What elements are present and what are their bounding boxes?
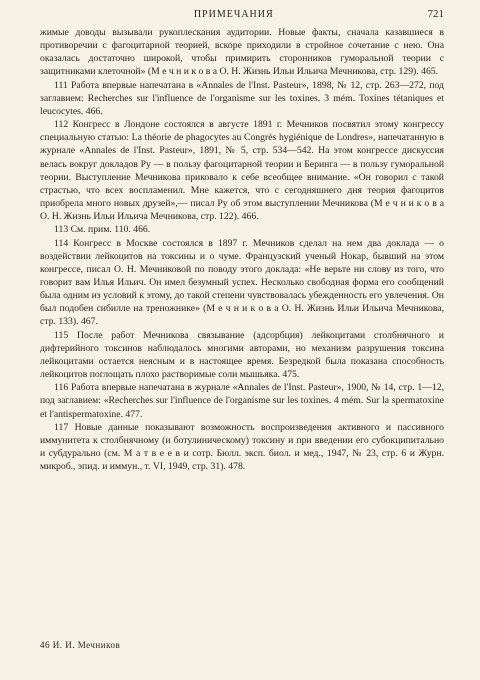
continued-paragraph: жимые доводы вызывали рукоплескания аудитории. Новые факты, сначала казавшиеся в противоречии с фагоцитарной теорией, вскоре приходили в стройное сочетание с нею. Она оказалась достаточно широкой, чтобы примирить сторонников гуморальной теории с защитниками клеточной» (М е ч н и к о в а О. Н. Жизнь Ильи Ильича Мечникова, стр. 129). 465.	[40, 27, 444, 78]
note-117: 117 Новые данные показывают возможность воспроизведения активного и пассивного иммунитета к столбнячному (и ботулиническому) токсину и при введении его субокципитально и субдурально (см. М а т в е е в и сотр. Бюлл. эксп. биол. и мед., 1947, № 23, стр. 6 и Журн. микроб., эпид. и иммун., т. VI, 1949, стр. 31). 478.	[40, 421, 444, 473]
running-title: ПРИМЕЧАНИЯ	[193, 9, 274, 20]
note-115: 115 После работ Мечникова связывание (адсорбция) лейкоцитами столбнячного и дифтерийного токсинов наблюдалось многими авторами, но механизм разрушения токсина лейкоцитами остается неясным и в настоящее время. Безредкой была показана способность лейкоцитов поглощать плохо растворимые соли мышьяка. 475.	[40, 329, 444, 381]
note-114: 114 Конгресс в Москве состоялся в 1897 г. Мечников сделал на нем два доклада — о воздействии лейкоцитов на токсины и о чуме. Французский ученый Нокар, бывший на этом конгрессе, писал О. Н. Мечниковой по поводу этого доклада: «Не верьте ни слову из того, что говорит вам Илья Ильич. Он имел безумный успех. Несколько свободная форма его сообщений была одним из условий к этому, до такой степени чувствовалась убежденность его увлечения. Он был подобен сибилле на треножнике» (М е ч н и к о в а О. Н. Жизнь Ильи Ильича Мечникова, стр. 133). 467.	[40, 237, 444, 328]
note-111: 111 Работа впервые напечатана в «Annales de l'Inst. Pasteur», 1898, № 12, стр. 263—272, под заглавием: Recherches sur l'influence de l'organisme sur les toxines. 3 mém. Toxines tétaniques et leucocytes. 466.	[40, 79, 444, 117]
page-number: 721	[427, 8, 444, 20]
note-113: 113 См. прим. 110. 466.	[54, 224, 151, 236]
note-116: 116 Работа впервые напечатана в журнале «Annales de l'Inst. Pasteur», 1900, № 14, стр. 1—12, под заглавием: «Recherches sur l'influence de l'organisme sur les toxines. 4 mém. Sur la spermatoxine et l'antispermatoxine. 477.	[40, 382, 444, 420]
running-header	[40, 8, 444, 20]
notes-body	[40, 26, 444, 473]
signature-mark: 46 И. И. Мечников	[40, 640, 121, 650]
note-112: 112 Конгресс в Лондоне состоялся в августе 1891 г. Мечников посвятил этому конгрессу специальную статью: La théorie de phagocytes au Congrès hygiénique de Londres», напечатанную в журнале «Annales de l'Inst. Pasteur», 1891, № 5, стр. 534—542. На этом конгрессе дискуссия велась вокруг докладов Ру — в пользу фагоцитарной теории и Беринга — в пользу гуморальной теории. Выступление Мечникова приковало к себе всеобщее внимание. «Он говорил с такой страстью, что всех воспламенил. Мне кажется, что с сегодняшнего дня теория фагоцитов приобрела много новых друзей»,— писал Ру об этом выступлении Мечникова (М е ч н и к о в а О. Н. Жизнь Ильи Ильича Мечникова, стр. 122). 466.	[40, 119, 444, 223]
